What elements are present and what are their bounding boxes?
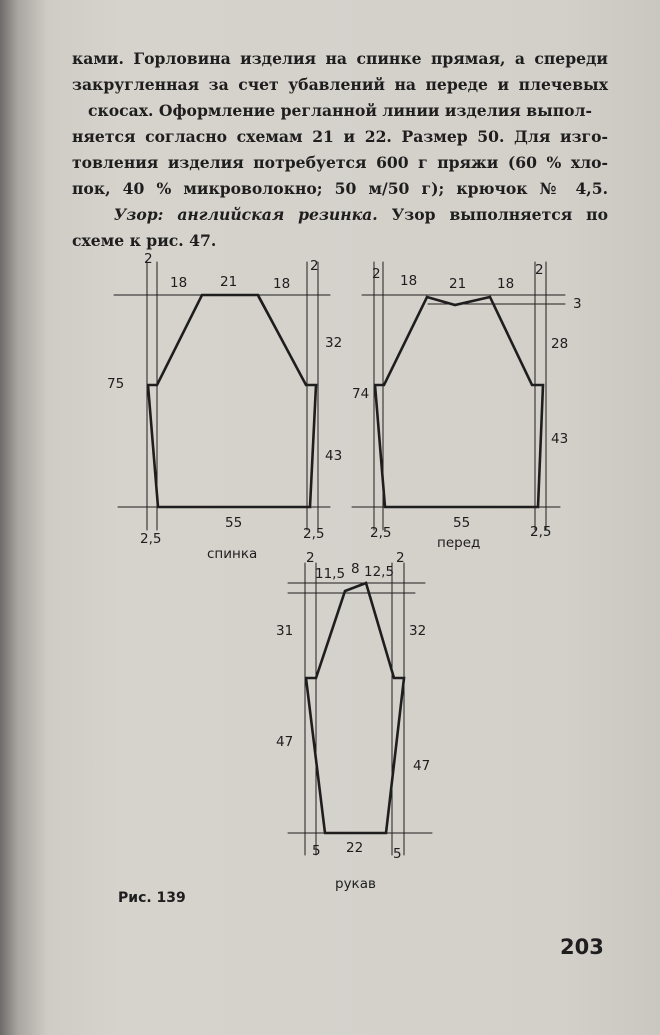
front-top-right-margin: 2	[535, 262, 544, 278]
back-shoulder-left: 18	[170, 275, 188, 291]
text-line: няется согласно схемам 21 и 22. Размер 50. Для изго-	[72, 127, 608, 146]
front-diagram	[352, 262, 565, 530]
text-line: закругленная за счет убавлений на переде и плечевых	[72, 75, 608, 94]
sleeve-raglan-right: 32	[409, 623, 427, 639]
sleeve-cuff-right: 5	[393, 846, 402, 862]
back-neck-width: 21	[220, 274, 238, 290]
back-raglan: 32	[325, 335, 343, 351]
sleeve-cap-top: 8	[351, 561, 360, 577]
pattern-rest: Узор выполняется по	[377, 205, 608, 224]
figure-caption: Рис. 139	[118, 890, 186, 906]
pattern-name: Узор: английская резинка.	[113, 205, 378, 224]
page-number: 203	[560, 935, 604, 959]
back-top-left-margin: 2	[144, 251, 153, 267]
sleeve-diagram	[288, 563, 432, 855]
front-raglan: 28	[551, 336, 569, 352]
front-top-left-margin: 2	[372, 266, 381, 282]
sleeve-top-right-margin: 2	[396, 550, 405, 566]
back-shoulder-right: 18	[273, 276, 291, 292]
sleeve-raglan-left: 31	[276, 623, 294, 639]
front-outline	[375, 297, 543, 507]
sleeve-caption: рукав	[335, 876, 376, 892]
text-line: ками. Горловина изделия на спинке прямая, а спереди	[72, 49, 608, 68]
back-diagram	[114, 262, 330, 530]
sleeve-cuff-left: 5	[312, 843, 321, 859]
sleeve-labels	[276, 550, 430, 862]
sleeve-cap-left: 11,5	[315, 566, 346, 582]
sleeve-cap-right: 12,5	[364, 564, 395, 580]
front-side: 43	[551, 431, 569, 447]
back-caption: спинка	[207, 546, 258, 562]
back-hem-left: 2,5	[140, 531, 162, 547]
sleeve-cuff-width: 22	[346, 840, 364, 856]
front-hem-left: 2,5	[370, 525, 392, 541]
text-line: товления изделия потребуется 600 г пряжи (60 % хло-	[72, 153, 608, 172]
front-neck-width: 21	[449, 276, 467, 292]
back-outline	[148, 295, 316, 507]
front-hem-right: 2,5	[530, 524, 552, 540]
back-hem-right: 2,5	[303, 526, 325, 542]
front-height-total: 74	[352, 386, 370, 402]
front-neck-depth: 3	[573, 296, 582, 312]
front-caption: перед	[437, 535, 481, 551]
text-line: пок, 40 % микроволокно; 50 м/50 г); крючок № 4,5.	[72, 179, 608, 198]
text-line: скосах. Оформление регланной линии изделия выпол-	[88, 101, 592, 120]
back-height-total: 75	[107, 376, 125, 392]
back-side: 43	[325, 448, 343, 464]
front-width: 55	[453, 515, 471, 531]
pattern-line-2: схеме к рис. 47.	[72, 231, 217, 250]
sleeve-top-left-margin: 2	[306, 550, 315, 566]
sleeve-length-right: 47	[413, 758, 431, 774]
front-shoulder-left: 18	[400, 273, 418, 289]
back-width: 55	[225, 515, 243, 531]
sleeve-outline	[306, 583, 404, 833]
back-top-right-margin: 2	[310, 258, 319, 274]
sleeve-length-left: 47	[276, 734, 294, 750]
front-shoulder-right: 18	[497, 276, 515, 292]
